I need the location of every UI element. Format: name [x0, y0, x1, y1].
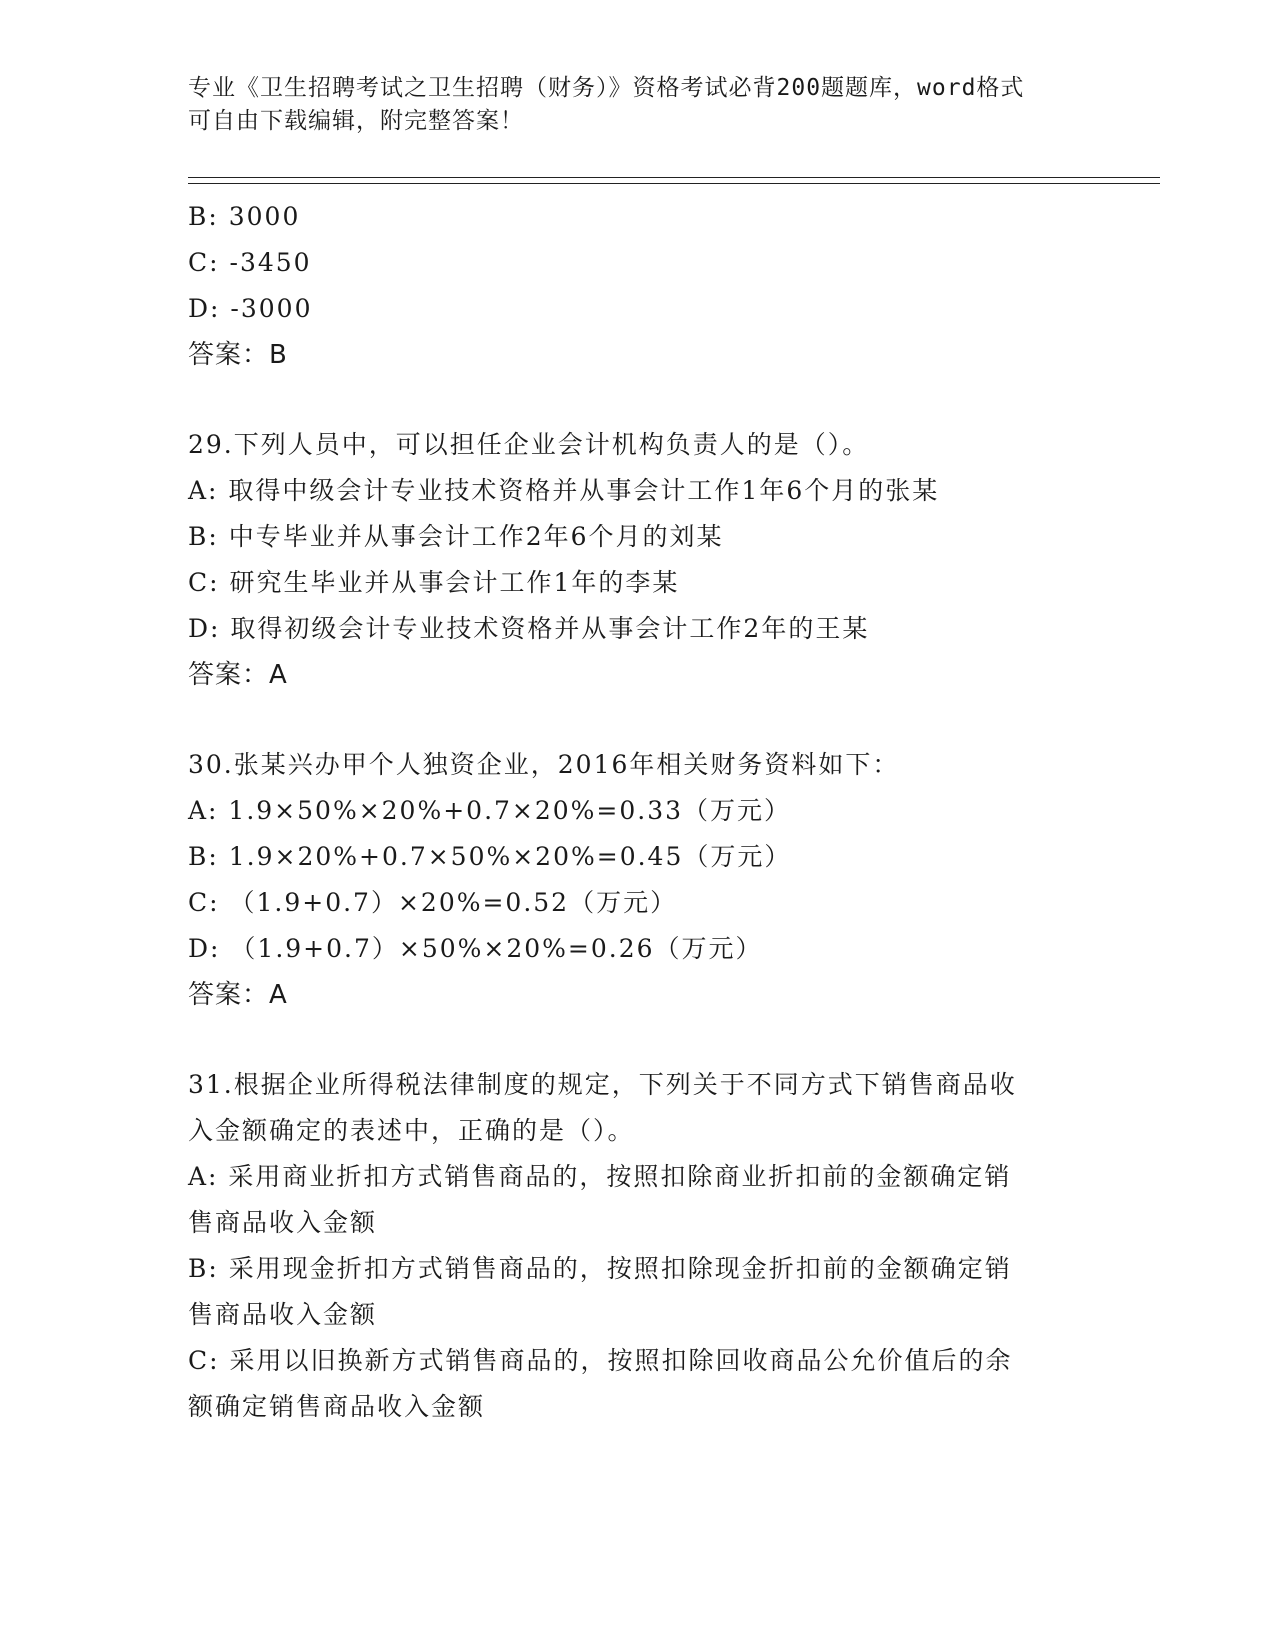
question-28-block: [188, 194, 1088, 378]
q30-option-c: C: （1.9+0.7）×20%=0.52（万元）: [188, 888, 678, 917]
q28-answer: 答案：B: [188, 340, 288, 370]
q31-option-c-line-2: 额确定销售商品收入金额: [188, 1392, 486, 1421]
header-title-line-2: 可自由下载编辑，附完整答案！: [188, 108, 524, 134]
spacer: [188, 698, 1088, 742]
question-content: [188, 194, 1088, 1430]
q30-option-a: A: 1.9×50%×20%+0.7×20%=0.33（万元）: [188, 796, 792, 825]
q31-option-b-line-2: 售商品收入金额: [188, 1300, 378, 1329]
q28-option-d: D: -3000: [188, 294, 313, 323]
header-divider-bottom: [188, 183, 1160, 184]
q30-option-d: D: （1.9+0.7）×50%×20%=0.26（万元）: [188, 934, 763, 963]
q29-option-a: A: 取得中级会计专业技术资格并从事会计工作1年6个月的张某: [188, 476, 940, 505]
q30-answer: 答案：A: [188, 980, 288, 1010]
q31-option-b-line-1: B: 采用现金折扣方式销售商品的，按照扣除现金折扣前的金额确定销: [188, 1254, 1012, 1283]
q29-option-b: B: 中专毕业并从事会计工作2年6个月的刘某: [188, 522, 724, 551]
question-31-block: [188, 1062, 1088, 1430]
question-30-block: [188, 742, 1088, 1018]
document-header: [188, 72, 1088, 138]
q31-option-a-line-1: A: 采用商业折扣方式销售商品的，按照扣除商业折扣前的金额确定销: [188, 1162, 1012, 1191]
q29-option-c: C: 研究生毕业并从事会计工作1年的李某: [188, 568, 680, 597]
q29-option-d: D: 取得初级会计专业技术资格并从事会计工作2年的王某: [188, 614, 870, 643]
q31-option-a-line-2: 售商品收入金额: [188, 1208, 378, 1237]
q31-stem-line-2: 入金额确定的表述中，正确的是（）。: [188, 1116, 635, 1145]
q28-option-c: C: -3450: [188, 248, 312, 277]
header-divider-top: [188, 177, 1160, 178]
q31-option-c-line-1: C: 采用以旧换新方式销售商品的，按照扣除回收商品公允价值后的余: [188, 1346, 1013, 1375]
spacer: [188, 1018, 1088, 1062]
q28-option-b: B: 3000: [188, 202, 301, 231]
q30-option-b: B: 1.9×20%+0.7×50%×20%=0.45（万元）: [188, 842, 792, 871]
q29-answer: 答案：A: [188, 660, 288, 690]
header-title-line-1: 专业《卫生招聘考试之卫生招聘（财务）》资格考试必背200题题库，word格式: [188, 75, 1025, 101]
q31-stem-line-1: 31.根据企业所得税法律制度的规定，下列关于不同方式下销售商品收: [188, 1070, 1017, 1099]
q29-stem: 29.下列人员中，可以担任企业会计机构负责人的是（）。: [188, 430, 870, 459]
question-29-block: [188, 422, 1088, 698]
q30-stem: 30.张某兴办甲个人独资企业，2016年相关财务资料如下：: [188, 750, 900, 779]
spacer: [188, 378, 1088, 422]
